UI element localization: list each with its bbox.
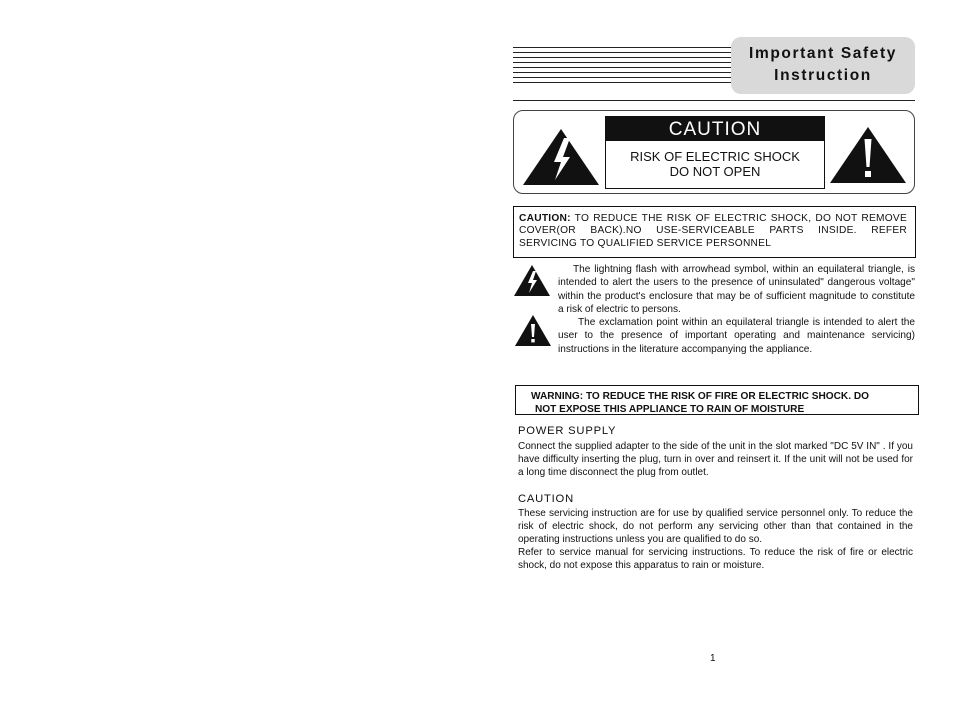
caution-notice-body: TO REDUCE THE RISK OF ELECTRIC SHOCK, DO NOT REMOVE COVER(OR BACK).NO USE-SERVICEABLE PARTS INSIDE. REFER SERVICING TO QUALIFIED SERVICE PERSONNEL [519,213,907,249]
header-stripe [513,47,732,48]
exclamation-symbol-description: The exclamation point within an equilateral triangle is intended to alert the user to the presence of important operating and maintenance servicing) instructions in the literature accompanying the appliance. [558,317,915,355]
caution-label-line2: DO NOT OPEN [669,164,761,179]
header-stripe [513,67,732,68]
caution-section-text-2: Refer to service manual for servicing instructions. To reduce the risk of fire or electric shock, do not expose this apparatus to rain or moisture. [518,547,913,571]
warning-line-1: WARNING: TO REDUCE THE RISK OF FIRE OR ELECTRIC SHOCK. DO [531,391,869,402]
exclamation-triangle-icon [828,124,908,186]
page-title [731,37,915,94]
caution-notice-text [519,213,907,250]
header-stripe [513,52,732,53]
power-supply-heading: POWER SUPPLY [518,425,617,437]
caution-label-heading: CAUTION [606,117,824,141]
header-rule [513,100,915,101]
caution-label [605,116,825,189]
header-stripe [513,72,732,73]
warning-text [531,391,911,416]
header-stripe [513,82,732,83]
header-stripe [513,62,732,63]
exclamation-triangle-icon [513,314,553,348]
warning-box [515,385,919,415]
caution-section-text-1: These servicing instruction are for use by qualified service personnel only. To reduce the risk of electric shock, do not perform any servicing other than that contained in the operating instructions unless you are qualified to do so. [518,508,913,545]
caution-notice-box [513,206,916,258]
title-line-1: Important Safety [749,45,897,62]
title-line-2: Instruction [774,67,872,84]
header-stripe [513,57,732,58]
page-number: 1 [710,653,716,664]
power-supply-text: Connect the supplied adapter to the side of the unit in the slot marked "DC 5V IN" . If you have difficulty inserting the plug, turn in over and reinsert it. If the unit will not be used for a long time disconnect the plug from outlet. [518,441,913,478]
lightning-symbol-description: The lightning flash with arrowhead symbol, within an equilateral triangle, is intended to alert the users to the presence of uninsulated" dangerous voltage" within the product's enclosure that may be of sufficient magnitude to constitute a risk of electric to persons. [558,264,915,315]
warning-line-2: NOT EXPOSE THIS APPLIANCE TO RAIN OF MOISTURE [535,403,805,415]
header-stripe [513,77,732,78]
caution-label-line1: RISK OF ELECTRIC SHOCK [630,149,800,164]
lightning-triangle-icon [512,264,552,298]
caution-notice-lead: CAUTION: [519,213,571,224]
lightning-triangle-icon [520,126,602,188]
caution-section-heading: CAUTION [518,493,574,505]
